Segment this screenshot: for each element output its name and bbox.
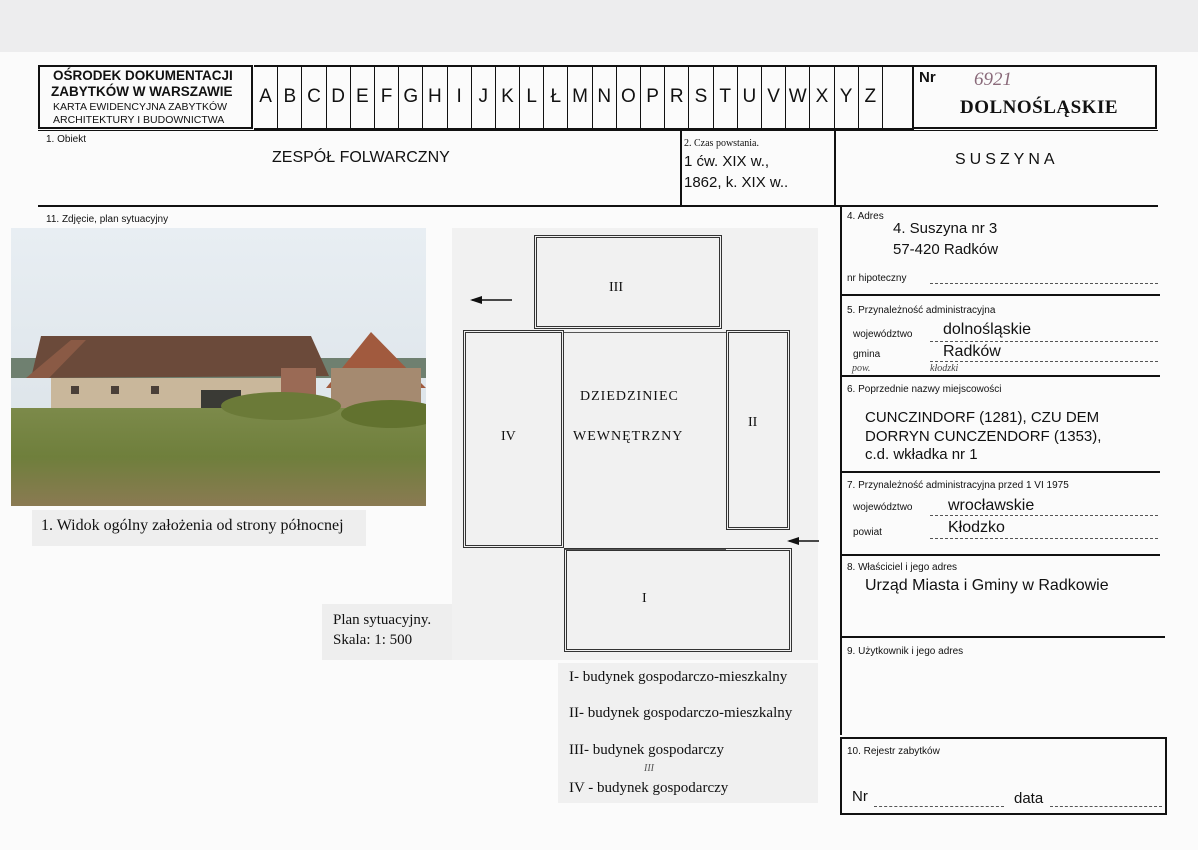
legend-item: IV - budynek gospodarczy bbox=[569, 780, 729, 796]
date-label: 2. Czas powstania. bbox=[684, 138, 759, 149]
index-letter: I bbox=[448, 65, 472, 129]
courtyard-label-2: WEWNĘTRZNY bbox=[573, 429, 684, 444]
index-letter: U bbox=[738, 65, 762, 129]
plan-title: Plan sytuacyjny. bbox=[333, 612, 432, 628]
nr-box bbox=[912, 65, 1157, 129]
index-letter: R bbox=[665, 65, 689, 129]
index-letter: J bbox=[472, 65, 496, 129]
legend-item: II- budynek gospodarczo-mieszkalny bbox=[569, 705, 793, 721]
index-letter: B bbox=[278, 65, 302, 129]
object-value: ZESPÓŁ FOLWARCZNY bbox=[272, 149, 450, 166]
top-strip bbox=[0, 0, 1198, 52]
voivodeship-value: dolnośląskie bbox=[943, 321, 1032, 338]
former-names-label: 6. Poprzednie nazwy miejscowości bbox=[847, 384, 1002, 395]
nr-value: 6921 bbox=[974, 69, 1012, 90]
register-date-label: data bbox=[1014, 790, 1044, 807]
alphabet-index bbox=[254, 65, 883, 130]
index-letter: H bbox=[423, 65, 447, 129]
institution-line-4: ARCHITEKTURY I BUDOWNICTWA bbox=[53, 114, 225, 126]
site-plan bbox=[452, 228, 818, 660]
commune-label: gmina bbox=[853, 349, 881, 360]
index-letter: Y bbox=[835, 65, 859, 129]
caption-panel bbox=[32, 510, 366, 546]
legend-panel bbox=[558, 663, 818, 803]
building-II bbox=[726, 330, 790, 530]
region-name: DOLNOŚLĄSKIE bbox=[960, 97, 1119, 118]
prior-voivodeship-line bbox=[930, 515, 1158, 516]
building-I-label: I bbox=[642, 591, 647, 606]
index-letter: G bbox=[399, 65, 423, 129]
index-letter: E bbox=[351, 65, 375, 129]
admin-label: 5. Przynależność administracyjna bbox=[847, 305, 996, 316]
county-value: Kłodzko bbox=[948, 519, 1005, 536]
index-letter: A bbox=[254, 65, 278, 129]
index-letter: F bbox=[375, 65, 399, 129]
district-value: kłodzki bbox=[930, 363, 959, 374]
row1-top-rule bbox=[38, 130, 1158, 131]
row1-divider-a bbox=[680, 130, 682, 206]
legend-item: I- budynek gospodarczo-mieszkalny bbox=[569, 669, 788, 685]
index-letter: L bbox=[520, 65, 544, 129]
district-label: pow. bbox=[852, 363, 871, 374]
locality-name: SUSZYNA bbox=[955, 151, 1059, 168]
institution-line-3: KARTA EWIDENCYJNA ZABYTKÓW bbox=[53, 101, 228, 113]
index-letter: S bbox=[689, 65, 713, 129]
section-rule bbox=[840, 375, 1160, 377]
farm-photo-image bbox=[11, 228, 426, 506]
date-line-2: 1862, k. XIX w.. bbox=[684, 174, 789, 191]
section-rule bbox=[840, 554, 1160, 556]
index-letter: P bbox=[641, 65, 665, 129]
register-date-line bbox=[1050, 806, 1162, 807]
register-box bbox=[840, 737, 1167, 815]
building-IV bbox=[463, 330, 564, 548]
index-letter: D bbox=[327, 65, 351, 129]
prior-admin-label: 7. Przynależność administracyjna przed 1 VI 1975 bbox=[847, 480, 1069, 491]
section-rule bbox=[840, 471, 1160, 473]
index-letter: K bbox=[496, 65, 520, 129]
voivodeship-line bbox=[930, 341, 1158, 342]
index-letter: C bbox=[302, 65, 326, 129]
prior-voivodeship-label: województwo bbox=[853, 502, 913, 513]
index-letter: Z bbox=[859, 65, 883, 129]
index-top-rule bbox=[254, 65, 914, 67]
former-names-line-2: DORRYN CUNCZENDORF (1353), bbox=[865, 428, 1102, 445]
plan-scale: Skala: 1: 500 bbox=[333, 632, 413, 648]
building-II-label: II bbox=[748, 415, 758, 430]
index-letter: X bbox=[810, 65, 834, 129]
institution-line-1: OŚRODEK DOKUMENTACJI bbox=[53, 68, 233, 83]
row1-bottom-rule bbox=[38, 205, 1158, 207]
index-letter: Ł bbox=[544, 65, 568, 129]
commune-value: Radków bbox=[943, 343, 1001, 360]
county-label: powiat bbox=[853, 527, 882, 538]
mortgage-line bbox=[930, 283, 1158, 284]
arrow-left-icon bbox=[470, 294, 514, 306]
section-rule bbox=[840, 636, 1165, 638]
index-letter: V bbox=[762, 65, 786, 129]
building-IV-label: IV bbox=[501, 429, 516, 444]
register-nr-line bbox=[874, 806, 1004, 807]
commune-line bbox=[930, 361, 1158, 362]
register-label: 10. Rejestr zabytków bbox=[847, 746, 940, 757]
plan-title-panel bbox=[322, 604, 452, 660]
index-letter: M bbox=[568, 65, 592, 129]
object-label: 1. Obiekt bbox=[46, 134, 87, 145]
site-photo bbox=[11, 228, 426, 506]
index-letter: W bbox=[786, 65, 810, 129]
address-line-2: 57-420 Radków bbox=[893, 241, 999, 258]
institution-line-2: ZABYTKÓW W WARSZAWIE bbox=[51, 84, 233, 99]
owner-value: Urząd Miasta i Gminy w Radkowie bbox=[865, 577, 1109, 594]
building-III bbox=[534, 235, 722, 329]
building-I bbox=[564, 548, 792, 652]
owner-label: 8. Właściciel i jego adres bbox=[847, 562, 958, 573]
entrance-arrow-icon bbox=[787, 535, 819, 547]
legend-item: III- budynek gospodarczy bbox=[569, 742, 724, 758]
mortgage-label: nr hipoteczny bbox=[847, 273, 907, 284]
index-letter: T bbox=[714, 65, 738, 129]
building-III-label: III bbox=[609, 280, 623, 295]
photo-section-label: 11. Zdjęcie, plan sytuacyjny bbox=[46, 214, 169, 225]
right-column-rule bbox=[840, 205, 842, 735]
index-letter: O bbox=[617, 65, 641, 129]
former-names-line-1: CUNCZINDORF (1281), CZU DEM bbox=[865, 409, 1100, 426]
user-label: 9. Użytkownik i jego adres bbox=[847, 646, 964, 657]
legend-handwritten-note: III bbox=[644, 763, 654, 774]
former-names-line-3: c.d. wkładka nr 1 bbox=[865, 446, 978, 463]
courtyard-label-1: DZIEDZINIEC bbox=[580, 389, 679, 404]
row1-divider-b bbox=[834, 130, 836, 206]
index-letter: N bbox=[593, 65, 617, 129]
county-line bbox=[930, 538, 1158, 539]
courtyard bbox=[564, 332, 726, 550]
institution-box bbox=[38, 65, 253, 129]
voivodeship-label: województwo bbox=[853, 329, 913, 340]
address-label: 4. Adres bbox=[847, 211, 884, 222]
prior-voivodeship-value: wrocławskie bbox=[948, 497, 1035, 514]
date-line-1: 1 ćw. XIX w., bbox=[684, 153, 770, 170]
address-line-1: 4. Suszyna nr 3 bbox=[893, 220, 998, 237]
photo-caption: 1. Widok ogólny założenia od strony północnej bbox=[41, 517, 344, 534]
section-rule bbox=[840, 294, 1160, 296]
nr-label: Nr bbox=[919, 69, 936, 86]
register-nr-label: Nr bbox=[852, 788, 868, 805]
